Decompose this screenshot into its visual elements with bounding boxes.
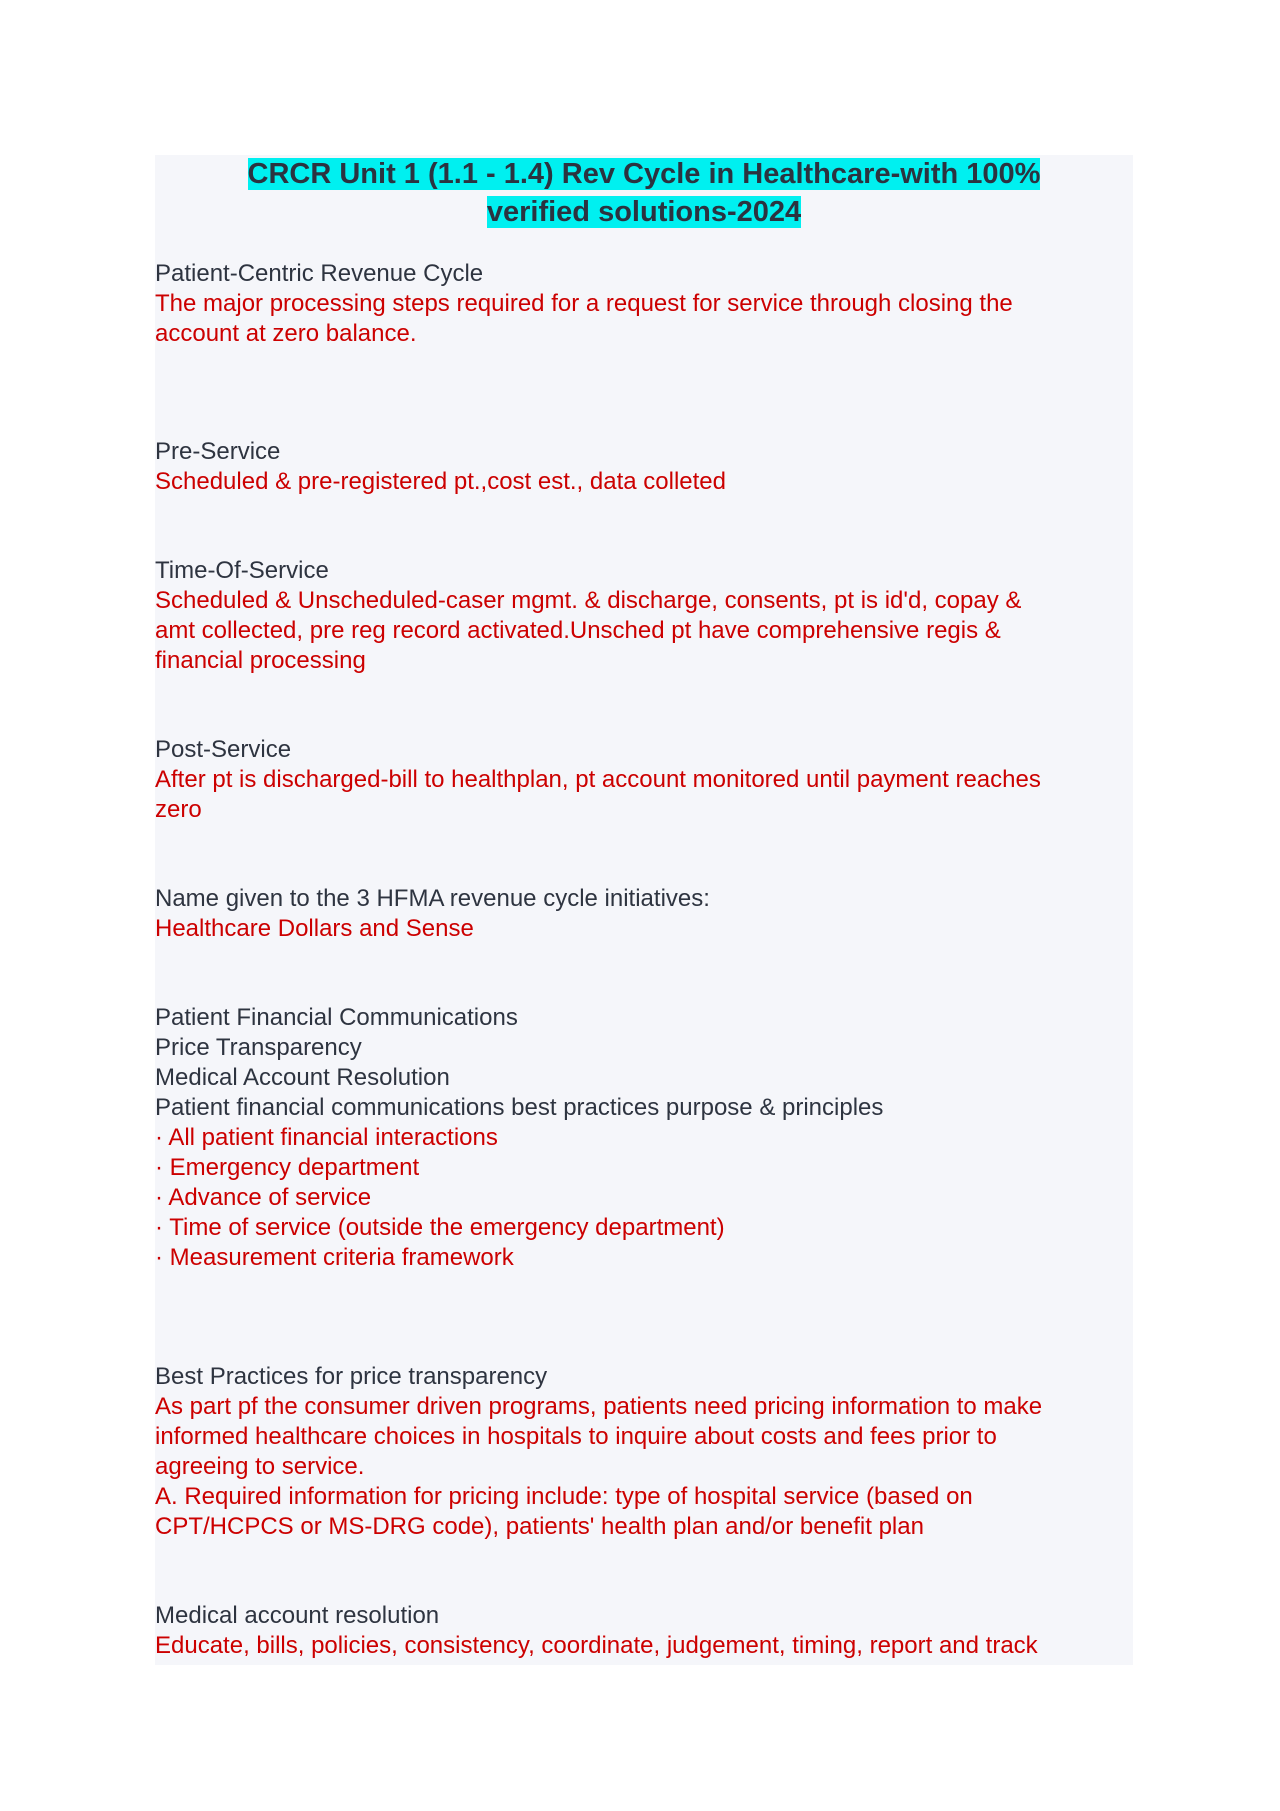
- definition-patient-centric: The major processing steps required for a request for service through closing the account at zero balance.: [155, 290, 1013, 347]
- document-title: [155, 155, 1133, 231]
- bullet-item: · Measurement criteria framework: [155, 1244, 514, 1271]
- definition-time-of-service: Scheduled & Unscheduled-caser mgmt. & discharge, consents, pt is id'd, copay & amt collected, pre reg record activated.Unsched pt have comprehensive regis & financial processing: [155, 587, 1022, 674]
- spacer: [155, 944, 1133, 1003]
- spacer: [155, 497, 1133, 556]
- bullet-item: · All patient financial interactions: [155, 1124, 498, 1151]
- qa-list: [155, 259, 1133, 1661]
- spacer: [155, 825, 1133, 884]
- document-page: [155, 155, 1133, 1665]
- bullet-item: · Time of service (outside the emergency department): [155, 1214, 725, 1241]
- spacer: [155, 676, 1133, 735]
- term-post-service: Post-Service: [155, 736, 292, 763]
- term-price-transparency: Best Practices for price transparency: [155, 1363, 548, 1390]
- definition-post-service: After pt is discharged-bill to healthplan, pt account monitored until payment reaches zero: [155, 766, 1041, 823]
- spacer: [155, 1273, 1133, 1362]
- spacer: [155, 1542, 1133, 1601]
- term-time-of-service: Time-Of-Service: [155, 557, 329, 584]
- title-block: [155, 155, 1133, 231]
- term-pre-service: Pre-Service: [155, 438, 281, 465]
- term-patient-centric: Patient-Centric Revenue Cycle: [155, 260, 484, 287]
- bullet-item: · Emergency department: [155, 1154, 420, 1181]
- title-line-2: verified solutions-2024: [486, 196, 802, 228]
- definition-pre-service: Scheduled & pre-registered pt.,cost est., data colleted: [155, 468, 726, 495]
- term-medical-account-resolution: Medical account resolution: [155, 1602, 440, 1629]
- term-hfma-initiatives: Name given to the 3 HFMA revenue cycle initiatives:: [155, 885, 710, 912]
- bullet-item: · Advance of service: [155, 1184, 372, 1211]
- definition-hfma-initiatives: Healthcare Dollars and Sense: [155, 915, 474, 942]
- term-patient-financial-communications: Patient Financial Communications Price Transparency Medical Account Resolution Patient financial communications best practices purpose & principles: [155, 1004, 884, 1121]
- definition-medical-account-resolution: Educate, bills, policies, consistency, coordinate, judgement, timing, report and track: [155, 1632, 1038, 1659]
- principles-bullet-list: [155, 1123, 1133, 1273]
- definition-price-transparency: As part pf the consumer driven programs, patients need pricing information to make informed healthcare choices in hospitals to inquire about costs and fees prior to agreeing to service. A. Required information for pricing include: type of hospital service (based on CPT/HCPCS or MS-DRG code), patients' health plan and/or benefit plan: [155, 1393, 1043, 1540]
- spacer: [155, 349, 1133, 437]
- title-line-1: CRCR Unit 1 (1.1 - 1.4) Rev Cycle in Healthcare-with 100%: [247, 158, 1041, 190]
